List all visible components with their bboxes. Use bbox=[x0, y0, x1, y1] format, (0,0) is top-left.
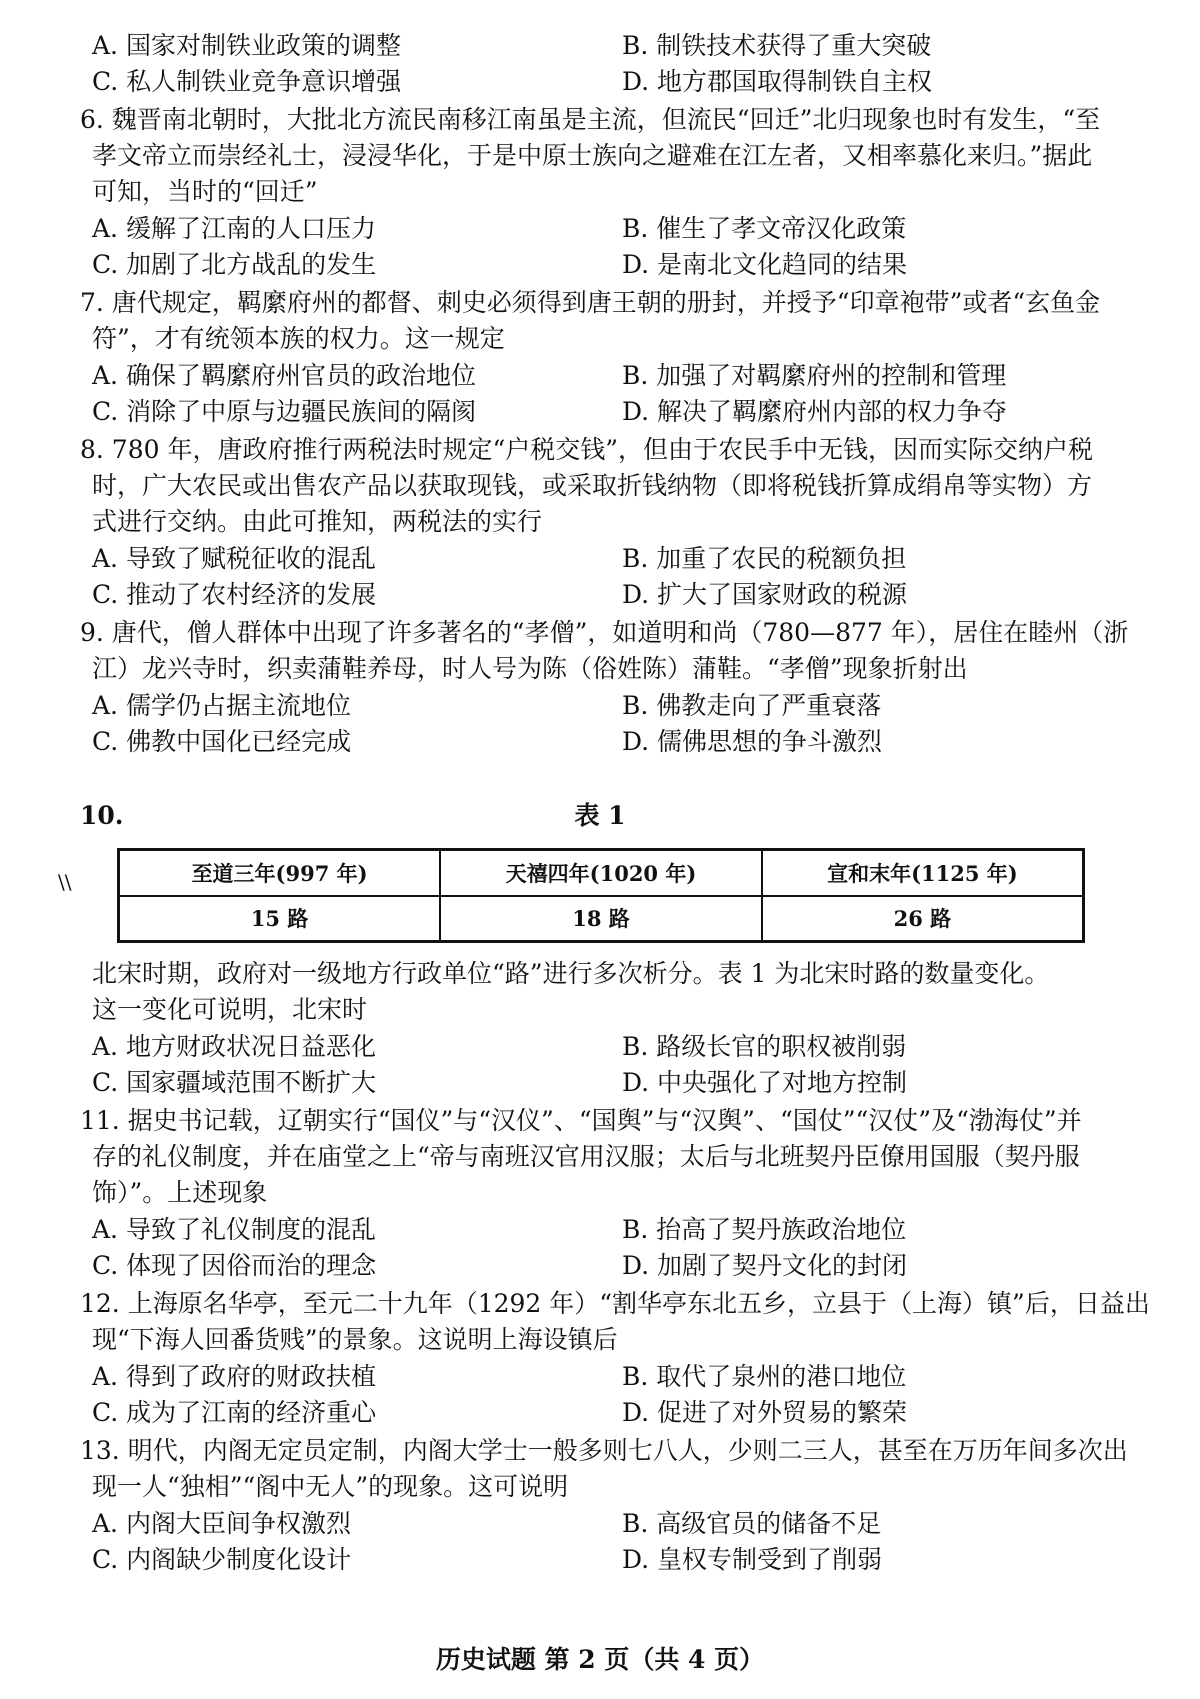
q5-option-d: D. 地方郡国取得制铁自主权 bbox=[622, 67, 933, 96]
data-table bbox=[117, 848, 1085, 943]
q13-stem-line2: 现一人“独相”“阁中无人”的现象。这可说明 bbox=[92, 1472, 569, 1501]
q10-option-b: B. 路级长官的职权被削弱 bbox=[622, 1032, 907, 1061]
q10-option-c: C. 国家疆域范围不断扩大 bbox=[92, 1068, 377, 1097]
table-caption: 表 1 bbox=[574, 801, 626, 830]
q13-stem-line1: 13. 明代，内阁无定员定制，内阁大学士一般多则七八人，少则二三人，甚至在万历年间多次出 bbox=[80, 1436, 1128, 1465]
q13-option-c: C. 内阁缺少制度化设计 bbox=[92, 1545, 352, 1574]
q6-stem-line1: 6. 魏晋南北朝时，大批北方流民南移江南虽是主流，但流民“回迁”北归现象也时有发生，“至 bbox=[80, 105, 1101, 134]
q8-option-c: C. 推动了农村经济的发展 bbox=[92, 580, 377, 609]
table-cell: 18 路 bbox=[440, 896, 762, 942]
table-header-cell: 宣和末年(1125 年) bbox=[762, 850, 1084, 896]
q8-stem-line3: 式进行交纳。由此可推知，两税法的实行 bbox=[92, 507, 543, 536]
table-row bbox=[119, 896, 1084, 942]
table-cell: 15 路 bbox=[119, 896, 441, 942]
q10-option-d: D. 中央强化了对地方控制 bbox=[622, 1068, 908, 1097]
q8-option-d: D. 扩大了国家财政的税源 bbox=[622, 580, 908, 609]
q9-option-c: C. 佛教中国化已经完成 bbox=[92, 727, 352, 756]
q5-option-a: A. 国家对制铁业政策的调整 bbox=[92, 31, 401, 60]
q10-stem-line1: 北宋时期，政府对一级地方行政单位“路”进行多次析分。表 1 为北宋时路的数量变化。 bbox=[92, 959, 1050, 988]
q12-option-a: A. 得到了政府的财政扶植 bbox=[92, 1362, 376, 1391]
q5-option-c: C. 私人制铁业竞争意识增强 bbox=[92, 67, 402, 96]
pen-mark: \\ bbox=[58, 870, 72, 894]
q6-stem-line3: 可知，当时的“回迁” bbox=[92, 177, 318, 206]
q6-stem-line2: 孝文帝立而崇经礼士，浸浸华化，于是中原士族向之避难在江左者，又相率慕化来归。”据此 bbox=[92, 141, 1093, 170]
q10-option-a: A. 地方财政状况日益恶化 bbox=[92, 1032, 376, 1061]
q9-option-a: A. 儒学仍占据主流地位 bbox=[92, 691, 351, 720]
q9-stem-line2: 江）龙兴寺时，织卖蒲鞋养母，时人号为陈（俗姓陈）蒲鞋。“孝僧”现象折射出 bbox=[92, 654, 968, 683]
q13-option-b: B. 高级官员的储备不足 bbox=[622, 1509, 882, 1538]
q11-option-d: D. 加剧了契丹文化的封闭 bbox=[622, 1251, 908, 1280]
page-footer: 历史试题 第 2 页（共 4 页） bbox=[435, 1645, 765, 1674]
q6-option-a: A. 缓解了江南的人口压力 bbox=[92, 214, 376, 243]
q8-stem-line2: 时，广大农民或出售农产品以获取现钱，或采取折钱纳物（即将税钱折算成绢帛等实物）方 bbox=[92, 471, 1093, 500]
q12-stem-line1: 12. 上海原名华亭，至元二十九年（1292 年）“割华亭东北五乡，立县于（上海）镇”后，日益出 bbox=[80, 1289, 1150, 1318]
q7-option-c: C. 消除了中原与边疆民族间的隔阂 bbox=[92, 397, 477, 426]
q11-option-a: A. 导致了礼仪制度的混乱 bbox=[92, 1215, 376, 1244]
q11-option-c: C. 体现了因俗而治的理念 bbox=[92, 1251, 377, 1280]
q10-number: 10. bbox=[80, 801, 124, 830]
q7-option-b: B. 加强了对羁縻府州的控制和管理 bbox=[622, 361, 1007, 390]
q8-option-a: A. 导致了赋税征收的混乱 bbox=[92, 544, 376, 573]
q7-option-a: A. 确保了羁縻府州官员的政治地位 bbox=[92, 361, 476, 390]
q9-option-b: B. 佛教走向了严重衰落 bbox=[622, 691, 882, 720]
q9-option-d: D. 儒佛思想的争斗激烈 bbox=[622, 727, 883, 756]
q6-option-d: D. 是南北文化趋同的结果 bbox=[622, 250, 908, 279]
q9-stem-line1: 9. 唐代，僧人群体中出现了许多著名的“孝僧”，如道明和尚（780—877 年），居住在睦州（浙 bbox=[80, 618, 1129, 647]
table-cell: 26 路 bbox=[762, 896, 1084, 942]
q11-stem-line3: 饰）”。上述现象 bbox=[92, 1178, 268, 1207]
q13-option-a: A. 内阁大臣间争权激烈 bbox=[92, 1509, 351, 1538]
q13-option-d: D. 皇权专制受到了削弱 bbox=[622, 1545, 883, 1574]
q8-stem-line1: 8. 780 年，唐政府推行两税法时规定“户税交钱”，但由于农民手中无钱，因而实际交纳户税 bbox=[80, 435, 1094, 464]
q11-option-b: B. 抬高了契丹族政治地位 bbox=[622, 1215, 907, 1244]
q11-stem-line1: 11. 据史书记载，辽朝实行“国仪”与“汉仪”、“国舆”与“汉舆”、“国仗”“汉仗”及“渤海仗”并 bbox=[80, 1106, 1082, 1135]
q8-option-b: B. 加重了农民的税额负担 bbox=[622, 544, 907, 573]
q12-stem-line2: 现“下海人回番货贱”的景象。这说明上海设镇后 bbox=[92, 1325, 618, 1354]
q5-option-b: B. 制铁技术获得了重大突破 bbox=[622, 31, 932, 60]
q7-option-d: D. 解决了羁縻府州内部的权力争夺 bbox=[622, 397, 1008, 426]
q12-option-c: C. 成为了江南的经济重心 bbox=[92, 1398, 377, 1427]
q6-option-c: C. 加剧了北方战乱的发生 bbox=[92, 250, 377, 279]
table-header-cell: 至道三年(997 年) bbox=[119, 850, 441, 896]
table-header-row bbox=[119, 850, 1084, 896]
q11-stem-line2: 存的礼仪制度，并在庙堂之上“帝与南班汉官用汉服；太后与北班契丹臣僚用国服（契丹服 bbox=[92, 1142, 1080, 1171]
q6-option-b: B. 催生了孝文帝汉化政策 bbox=[622, 214, 907, 243]
q12-option-d: D. 促进了对外贸易的繁荣 bbox=[622, 1398, 908, 1427]
q12-option-b: B. 取代了泉州的港口地位 bbox=[622, 1362, 907, 1391]
q7-stem-line1: 7. 唐代规定，羁縻府州的都督、刺史必须得到唐王朝的册封，并授予“印章袍带”或者“玄鱼金 bbox=[80, 288, 1101, 317]
table-header-cell: 天禧四年(1020 年) bbox=[440, 850, 762, 896]
q10-stem-line2: 这一变化可说明，北宋时 bbox=[92, 995, 368, 1024]
q7-stem-line2: 符”，才有统领本族的权力。这一规定 bbox=[92, 324, 505, 353]
